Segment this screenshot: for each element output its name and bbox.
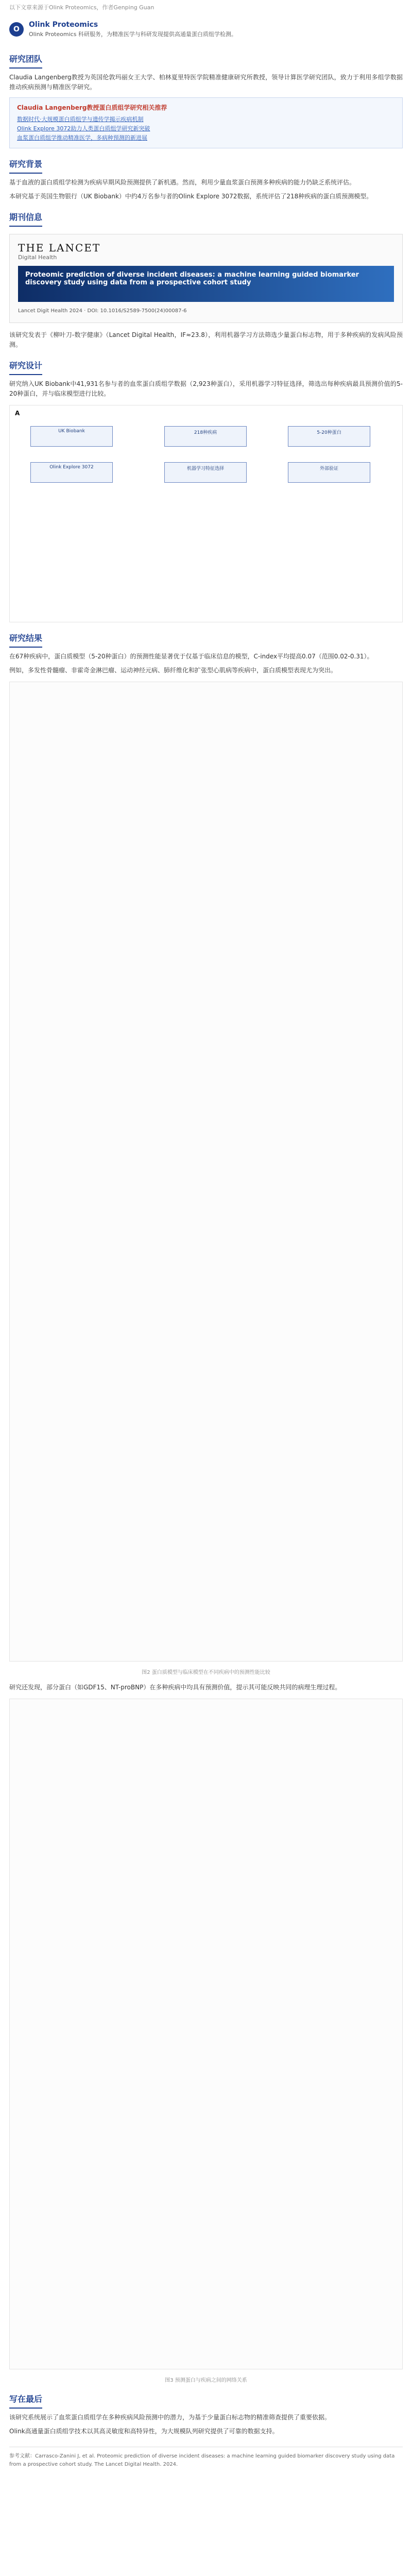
closing-paragraph-2: Olink高通量蛋白质组学技术以其高灵敏度和高特异性，为大规模队列研究提供了可靠的数据支持。: [9, 2428, 279, 2435]
design-box-validation: 外部验证: [288, 462, 370, 483]
section-title-background: 研究背景: [9, 158, 42, 174]
section-title-journal: 期刊信息: [9, 211, 42, 227]
section-title-closing: 写在最后: [9, 2393, 42, 2409]
results-figure-performance: [9, 682, 403, 1662]
figure-3-caption: 图3 预测蛋白与疾病之间的网络关系: [165, 2378, 247, 2383]
closing-paragraph-1: 该研究系统展示了血浆蛋白质组学在多种疾病风险预测中的潜力，为基于少量蛋白标志物的精准筛查提供了重要依据。: [9, 2414, 331, 2421]
design-paragraph: 研究纳入UK Biobank中41,931名参与者的血浆蛋白质组学数据（2,923种蛋白），采用机器学习特征选择，筛选出每种疾病最具预测价值的5-20种蛋白，并与临床模型进行比较。: [9, 380, 403, 397]
section-title-design: 研究设计: [9, 359, 42, 375]
section-title-results: 研究结果: [9, 632, 42, 648]
paper-meta: Lancet Digit Health 2024 · DOI: 10.1016/S2589-7500(24)00087-6: [18, 308, 187, 314]
related-links-title: Claudia Langenberg教授蛋白质组学研究相关推荐: [17, 104, 167, 111]
section-title-team: 研究团队: [9, 53, 42, 69]
design-box-proteins: 5-20种蛋白: [288, 426, 370, 447]
brand-logo: O: [9, 22, 24, 37]
related-link-3[interactable]: 血浆蛋白质组学推动精准医学，多病种预测的新进展: [17, 134, 147, 141]
design-box-cohort: UK Biobank: [30, 426, 113, 447]
design-box-ml: 机器学习特征选择: [164, 462, 247, 483]
reference-footer: 参考文献：Carrasco-Zanini J, et al. Proteomic prediction of diverse incident diseases: a machine learning guided biomarker discovery study using data from a prospective cohort study. The Lancet Digital Health. 2024.: [9, 2447, 403, 2469]
team-paragraph: Claudia Langenberg教授为英国伦敦玛丽女王大学、柏林夏里特医学院精准健康研究所教授，领导计算医学研究团队，致力于利用多组学数据推动疾病预测与精准医学研究。: [9, 74, 403, 91]
journal-name: THE LANCET: [18, 242, 101, 254]
source-note: 以下文章来源于Olink Proteomics，作者Genping Guan: [9, 4, 154, 11]
related-link-1[interactable]: 数据时代·大规模蛋白质组学与遗传学揭示疾病机制: [17, 116, 144, 123]
brand-name: Olink Proteomics: [29, 21, 98, 29]
journal-sub: Digital Health: [18, 254, 57, 261]
results-paragraph-3: 研究还发现，部分蛋白（如GDF15、NT-proBNP）在多种疾病中均具有预测价值，提示其可能反映共同的病理生理过程。: [9, 1684, 341, 1691]
account-header[interactable]: [0, 18, 412, 43]
related-link-2[interactable]: Olink Explore 3072助力人类蛋白质组学研究新突破: [17, 125, 150, 132]
journal-paragraph: 该研究发表于《柳叶刀-数字健康》（Lancet Digital Health，IF≈23.8），利用机器学习方法筛选少量蛋白标志物，用于多种疾病的发病风险预测。: [9, 331, 403, 348]
figure-panel-label: A: [15, 410, 20, 417]
results-figure-network: [9, 1699, 403, 2369]
design-figure: [9, 405, 403, 622]
results-paragraph-1: 在67种疾病中，蛋白质模型（5-20种蛋白）的预测性能显著优于仅基于临床信息的模型，C-index平均提高0.07（范围0.02-0.31）。: [9, 653, 373, 660]
design-box-diseases: 218种疾病: [164, 426, 247, 447]
figure-2-caption: 图2 蛋白质模型与临床模型在不同疾病中的预测性能比较: [142, 1670, 270, 1675]
paper-title-banner: Proteomic prediction of diverse incident diseases: a machine learning guided biomarker discovery study using data from a prospective cohort study: [18, 266, 394, 302]
background-paragraph-2: 本研究基于英国生物银行（UK Biobank）中约4万名参与者的Olink Explore 3072数据，系统评估了218种疾病的蛋白质预测模型。: [9, 193, 373, 200]
paper-card: [9, 234, 403, 323]
results-paragraph-2: 例如，多发性骨髓瘤、非霍奇金淋巴瘤、运动神经元病、肺纤维化和扩张型心肌病等疾病中，蛋白质模型表现尤为突出。: [9, 667, 337, 674]
related-links-box: [9, 97, 403, 148]
brand-subtitle: Olink Proteomics 科研服务，为精准医学与科研发现提供高通量蛋白质组学检测。: [29, 31, 237, 38]
background-paragraph-1: 基于血液的蛋白质组学检测为疾病早期风险预测提供了新机遇。然而，利用少量血浆蛋白预测多种疾病的能力仍缺乏系统评估。: [9, 179, 356, 186]
design-box-platform: Olink Explore 3072: [30, 462, 113, 483]
